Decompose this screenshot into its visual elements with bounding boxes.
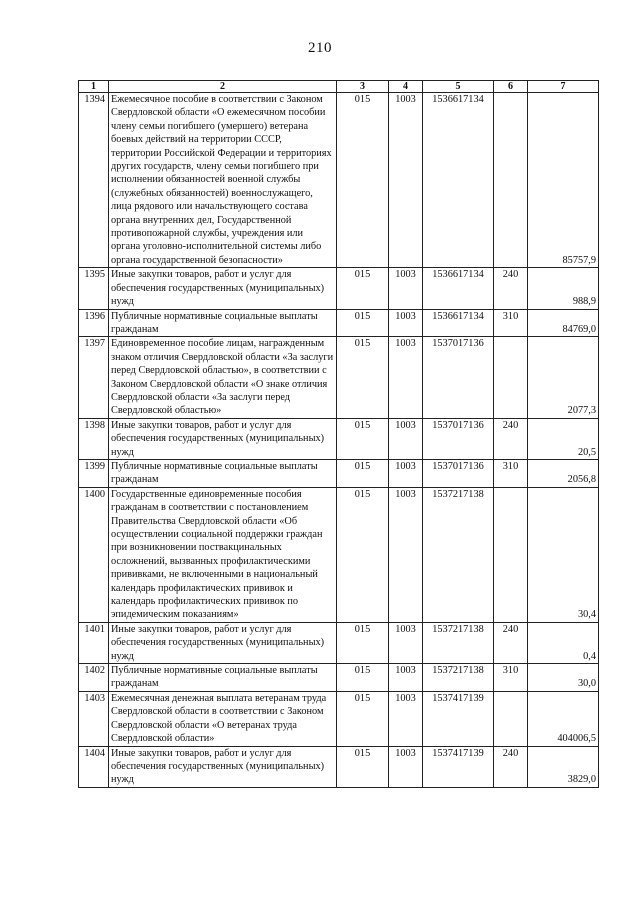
row-col6: 240 <box>494 622 528 663</box>
row-col4: 1003 <box>389 487 423 622</box>
row-number: 1396 <box>79 309 109 337</box>
table-row <box>79 418 599 459</box>
table-row <box>79 309 599 337</box>
row-name: Публичные нормативные социальные выплаты гражданам <box>109 309 337 337</box>
row-sum: 30,0 <box>528 664 599 692</box>
row-col6: 310 <box>494 309 528 337</box>
table-row <box>79 459 599 487</box>
header-col-5: 5 <box>423 81 494 93</box>
row-name: Государственные единовременные пособия гражданам в соответствии с постановлением Правительства Свердловской области «Об осуществлении социальной поддержки граждан при возникновении поствакцинальных осложнений, вызванных профилактическими прививками, не включенными в национальный календарь профилактических прививок и календарь профилактических прививок по эпидемическим показаниям» <box>109 487 337 622</box>
row-col5: 1537017136 <box>423 459 494 487</box>
row-col3: 015 <box>337 309 389 337</box>
row-col5: 1537417139 <box>423 746 494 787</box>
budget-table <box>78 80 599 788</box>
table-row <box>79 664 599 692</box>
row-col3: 015 <box>337 664 389 692</box>
table-row <box>79 622 599 663</box>
row-col4: 1003 <box>389 622 423 663</box>
header-row <box>79 81 599 93</box>
table-row <box>79 337 599 418</box>
row-col3: 015 <box>337 418 389 459</box>
row-name: Публичные нормативные социальные выплаты гражданам <box>109 459 337 487</box>
row-name: Ежемесячная денежная выплата ветеранам труда Свердловской области в соответствии с Законом Свердловской области «О ветеранах труда Свердловской области» <box>109 691 337 746</box>
row-col6: 310 <box>494 459 528 487</box>
row-col6: 240 <box>494 418 528 459</box>
row-col5: 1537217138 <box>423 487 494 622</box>
row-col4: 1003 <box>389 93 423 268</box>
row-col6: 240 <box>494 268 528 309</box>
row-sum: 3829,0 <box>528 746 599 787</box>
table-row <box>79 268 599 309</box>
row-col4: 1003 <box>389 664 423 692</box>
row-col5: 1536617134 <box>423 93 494 268</box>
table-row <box>79 691 599 746</box>
row-name: Иные закупки товаров, работ и услуг для обеспечения государственных (муниципальных) нужд <box>109 746 337 787</box>
row-col4: 1003 <box>389 459 423 487</box>
row-sum: 20,5 <box>528 418 599 459</box>
header-col-4: 4 <box>389 81 423 93</box>
row-col3: 015 <box>337 691 389 746</box>
row-sum: 84769,0 <box>528 309 599 337</box>
row-number: 1395 <box>79 268 109 309</box>
row-col5: 1537017136 <box>423 337 494 418</box>
row-col5: 1537417139 <box>423 691 494 746</box>
row-name: Иные закупки товаров, работ и услуг для обеспечения государственных (муниципальных) нужд <box>109 418 337 459</box>
row-col4: 1003 <box>389 418 423 459</box>
row-col5: 1536617134 <box>423 309 494 337</box>
row-number: 1394 <box>79 93 109 268</box>
row-col6 <box>494 337 528 418</box>
row-col6: 240 <box>494 746 528 787</box>
row-col3: 015 <box>337 93 389 268</box>
row-col3: 015 <box>337 459 389 487</box>
row-col5: 1537017136 <box>423 418 494 459</box>
row-number: 1398 <box>79 418 109 459</box>
row-col5: 1537217138 <box>423 622 494 663</box>
header-col-3: 3 <box>337 81 389 93</box>
row-number: 1401 <box>79 622 109 663</box>
row-col6 <box>494 93 528 268</box>
row-name: Единовременное пособие лицам, награжденным знаком отличия Свердловской области «За заслуги перед Свердловской областью», в соответствии с Законом Свердловской области «О знаке отличия Свердловской области «За заслуги перед Свердловской областью» <box>109 337 337 418</box>
header-col-7: 7 <box>528 81 599 93</box>
row-sum: 404006,5 <box>528 691 599 746</box>
row-col3: 015 <box>337 337 389 418</box>
row-number: 1400 <box>79 487 109 622</box>
row-col6: 310 <box>494 664 528 692</box>
row-number: 1399 <box>79 459 109 487</box>
header-col-6: 6 <box>494 81 528 93</box>
row-number: 1403 <box>79 691 109 746</box>
row-col4: 1003 <box>389 691 423 746</box>
row-sum: 0,4 <box>528 622 599 663</box>
row-col5: 1537217138 <box>423 664 494 692</box>
row-col3: 015 <box>337 622 389 663</box>
row-col5: 1536617134 <box>423 268 494 309</box>
header-col-1: 1 <box>79 81 109 93</box>
row-sum: 85757,9 <box>528 93 599 268</box>
row-col6 <box>494 487 528 622</box>
row-name: Ежемесячное пособие в соответствии с Законом Свердловской области «О ежемесячном пособии члену семьи погибшего (умершего) ветерана боевых действий на территории СССР, территории Российской Федерации и территориях других государств, члену семьи погибшего при исполнении обязанностей военной службы (служебных обязанностей) военнослужащего, лица рядового или начальствующего состава органа внутренних дел, Государственной противопожарной службы, учреждения или органа уголовно-исполнительной системы либо органа государственной безопасности» <box>109 93 337 268</box>
row-sum: 2077,3 <box>528 337 599 418</box>
row-number: 1404 <box>79 746 109 787</box>
row-number: 1397 <box>79 337 109 418</box>
row-col3: 015 <box>337 746 389 787</box>
row-col4: 1003 <box>389 268 423 309</box>
row-col6 <box>494 691 528 746</box>
table-row <box>79 487 599 622</box>
table-row <box>79 746 599 787</box>
table-row <box>79 93 599 268</box>
row-name: Иные закупки товаров, работ и услуг для обеспечения государственных (муниципальных) нужд <box>109 268 337 309</box>
row-sum: 2056,8 <box>528 459 599 487</box>
row-sum: 988,9 <box>528 268 599 309</box>
row-name: Иные закупки товаров, работ и услуг для обеспечения государственных (муниципальных) нужд <box>109 622 337 663</box>
row-col4: 1003 <box>389 746 423 787</box>
row-col4: 1003 <box>389 337 423 418</box>
row-sum: 30,4 <box>528 487 599 622</box>
row-col3: 015 <box>337 268 389 309</box>
row-col4: 1003 <box>389 309 423 337</box>
page-number: 210 <box>308 40 332 56</box>
header-col-2: 2 <box>109 81 337 93</box>
row-col3: 015 <box>337 487 389 622</box>
row-number: 1402 <box>79 664 109 692</box>
row-name: Публичные нормативные социальные выплаты гражданам <box>109 664 337 692</box>
